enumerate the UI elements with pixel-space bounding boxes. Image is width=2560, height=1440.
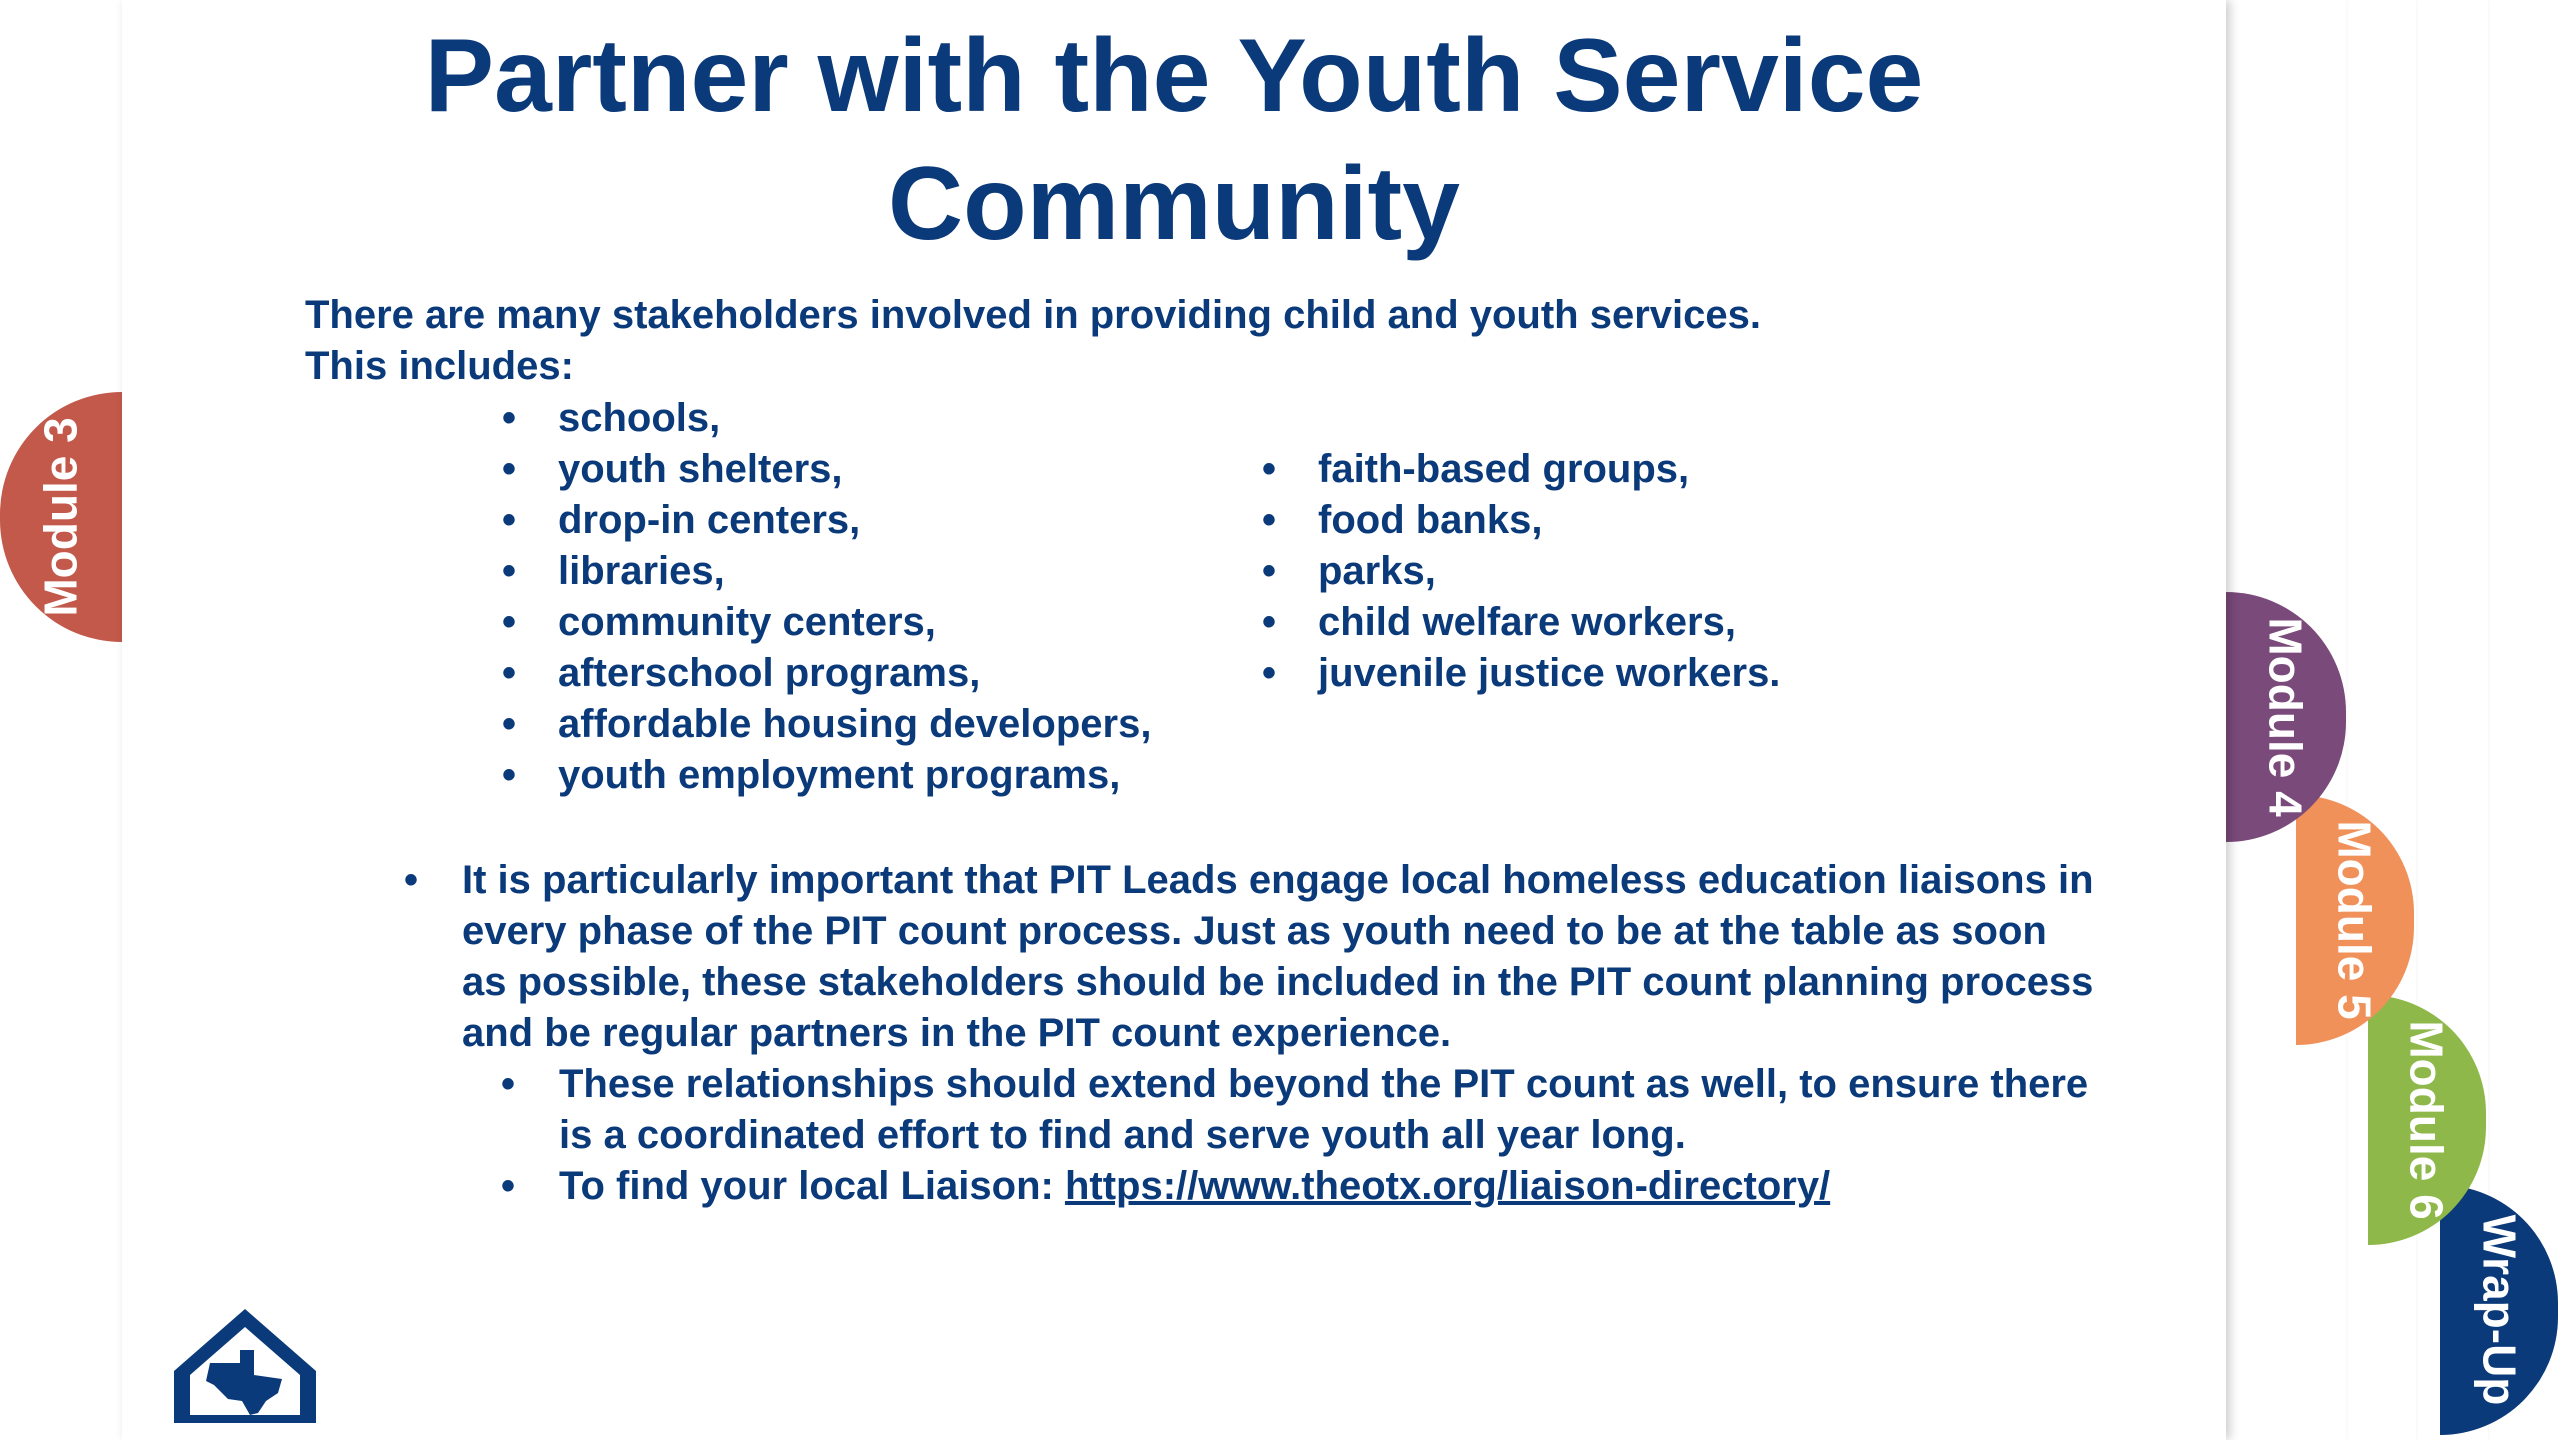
sub-point-liaison [559,1161,2102,1212]
tab-module-3-label: Module 3 [35,417,87,617]
slide [122,0,2226,1440]
list-item: • schools, [558,393,1151,444]
page-edge-module3 [0,0,122,1440]
list-item: • libraries, [558,546,1151,597]
intro-line1: There are many stakeholders involved in providing child and youth services. [305,293,1761,337]
list-item: • faith-based groups, [1318,444,1780,495]
stakeholder-list-col2 [1318,444,1780,699]
list-item: • afterschool programs, [558,648,1151,699]
sub-point-relationships: • These relationships should extend beyond the PIT count as well, to ensure there is a coordinated effort to find and serve youth all year long. [559,1059,2102,1161]
list-item: • youth shelters, [558,444,1151,495]
list-item: • affordable housing developers, [558,699,1151,750]
intro-text [305,290,1761,392]
list-item: • community centers, [558,597,1151,648]
tab-module-5-label: Module 5 [2329,820,2381,1020]
list-item: • juvenile justice workers. [1318,648,1780,699]
list-item: • youth employment programs, [558,750,1151,801]
list-item: • food banks, [1318,495,1780,546]
list-item: • child welfare workers, [1318,597,1780,648]
tab-wrap-up-label: Wrap-Up [2473,1214,2525,1406]
list-item: • parks, [1318,546,1780,597]
main-point [462,855,2102,1212]
tab-module-4-label: Module 4 [2260,617,2312,817]
stakeholder-list-col1 [558,393,1151,801]
liaison-prefix: To find your local Liaison: [559,1164,1065,1208]
house-texas-icon [170,1305,320,1430]
list-item: • drop-in centers, [558,495,1151,546]
intro-line2: This includes: [305,344,574,388]
tab-module-6-label: Module 6 [2401,1020,2453,1220]
main-point-text: It is particularly important that PIT Leads engage local homeless education liaisons in every phase of the PIT count process. Just as youth need to be at the table as soon as possible, these stakeholders should be included in the PIT count planning process and be regular partners in the PIT count experience. [462,858,2094,1055]
main-point-list [462,855,2102,1212]
slide-title-line2: Community [888,146,1460,262]
sub-point-list [559,1059,2102,1212]
slide-title-line1: Partner with the Youth Service [424,18,1924,134]
liaison-directory-link[interactable]: https://www.theotx.org/liaison-directory/ [1064,1164,1831,1208]
slide-title [122,12,2226,268]
